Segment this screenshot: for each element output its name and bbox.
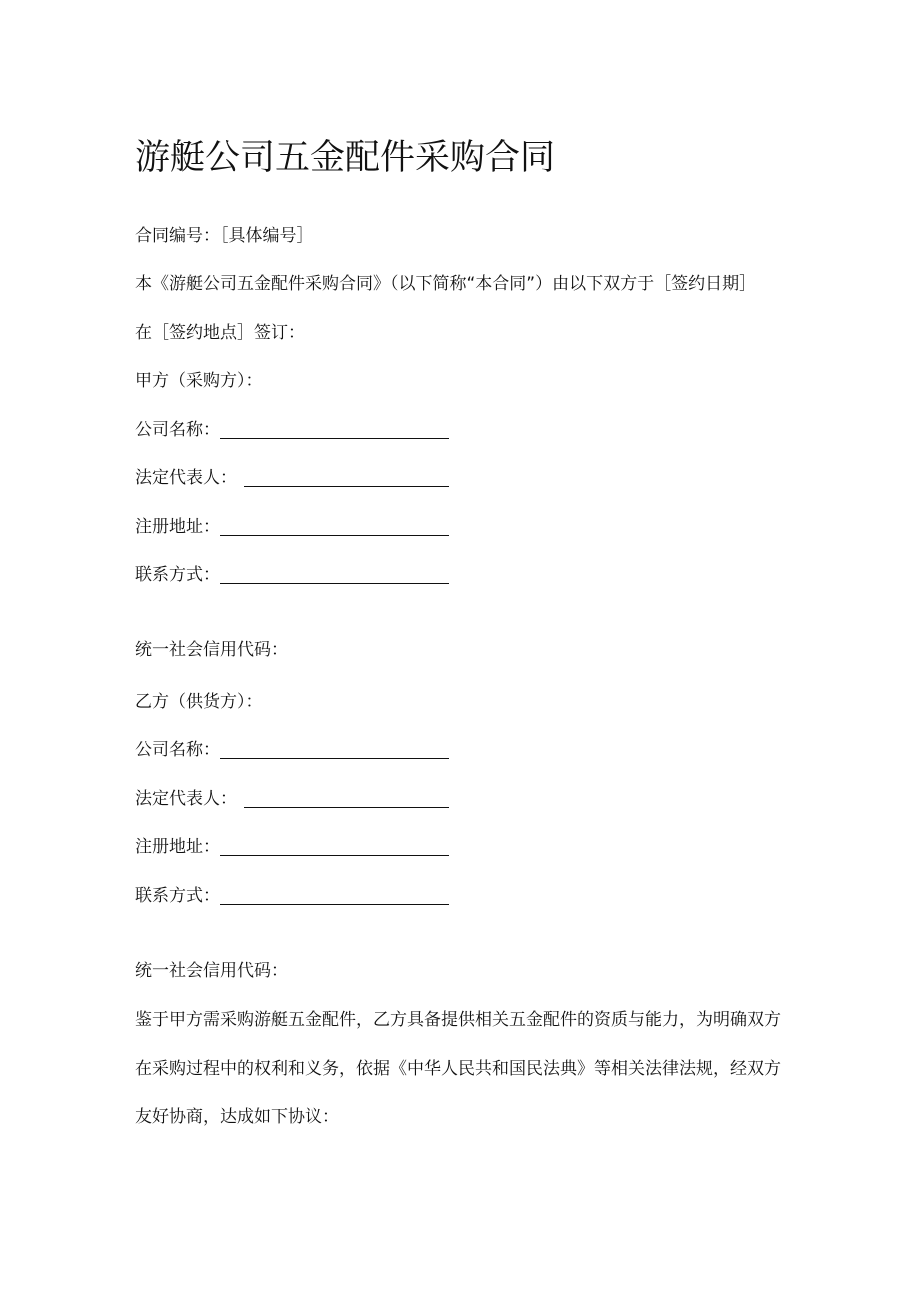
party-a-company-name-field: [135, 418, 220, 442]
party-b-heading: 乙方（供货方）：: [135, 692, 263, 712]
party-b-company-name-field: [135, 738, 220, 762]
field-label: 法定代表人：: [135, 468, 237, 488]
fill-in-blank: [220, 583, 449, 584]
field-label: 联系方式：: [135, 565, 220, 585]
party-a-address-field: [135, 515, 220, 539]
preamble-line-2: 在采购过程中的权利和义务，依据《中华人民共和国民法典》等相关法律法规，经双方: [135, 1059, 781, 1079]
fill-in-blank: [220, 758, 449, 759]
field-label: 注册地址：: [135, 517, 220, 537]
field-label: 公司名称：: [135, 740, 220, 760]
field-label: 法定代表人：: [135, 789, 237, 809]
fill-in-blank: [220, 904, 449, 905]
intro-line-1: 本《游艇公司五金配件采购合同》（以下简称“本合同”）由以下双方于［签约日期］: [135, 274, 757, 294]
party-b-contact-field: [135, 884, 220, 908]
fill-in-blank: [244, 807, 449, 808]
party-a-credit-code: 统一社会信用代码：: [135, 640, 288, 660]
party-b-address-field: [135, 835, 220, 859]
field-label: 注册地址：: [135, 837, 220, 857]
party-a-heading: 甲方（采购方）：: [135, 371, 263, 391]
party-b-credit-code: 统一社会信用代码：: [135, 961, 288, 981]
party-a-legal-rep-field: [135, 466, 237, 490]
party-b-legal-rep-field: [135, 787, 237, 811]
fill-in-blank: [244, 486, 449, 487]
fill-in-blank: [220, 535, 449, 536]
party-a-contact-field: [135, 563, 220, 587]
field-label: 联系方式：: [135, 886, 220, 906]
field-label: 公司名称：: [135, 420, 220, 440]
preamble-line-3: 友好协商，达成如下协议：: [135, 1107, 339, 1127]
document-title: 游艇公司五金配件采购合同: [135, 138, 556, 178]
fill-in-blank: [220, 855, 449, 856]
contract-number: 合同编号：［具体编号］: [135, 226, 314, 246]
fill-in-blank: [220, 438, 449, 439]
intro-line-2: 在［签约地点］签订：: [135, 323, 305, 343]
preamble-line-1: 鉴于甲方需采购游艇五金配件，乙方具备提供相关五金配件的资质与能力，为明确双方: [135, 1010, 781, 1030]
